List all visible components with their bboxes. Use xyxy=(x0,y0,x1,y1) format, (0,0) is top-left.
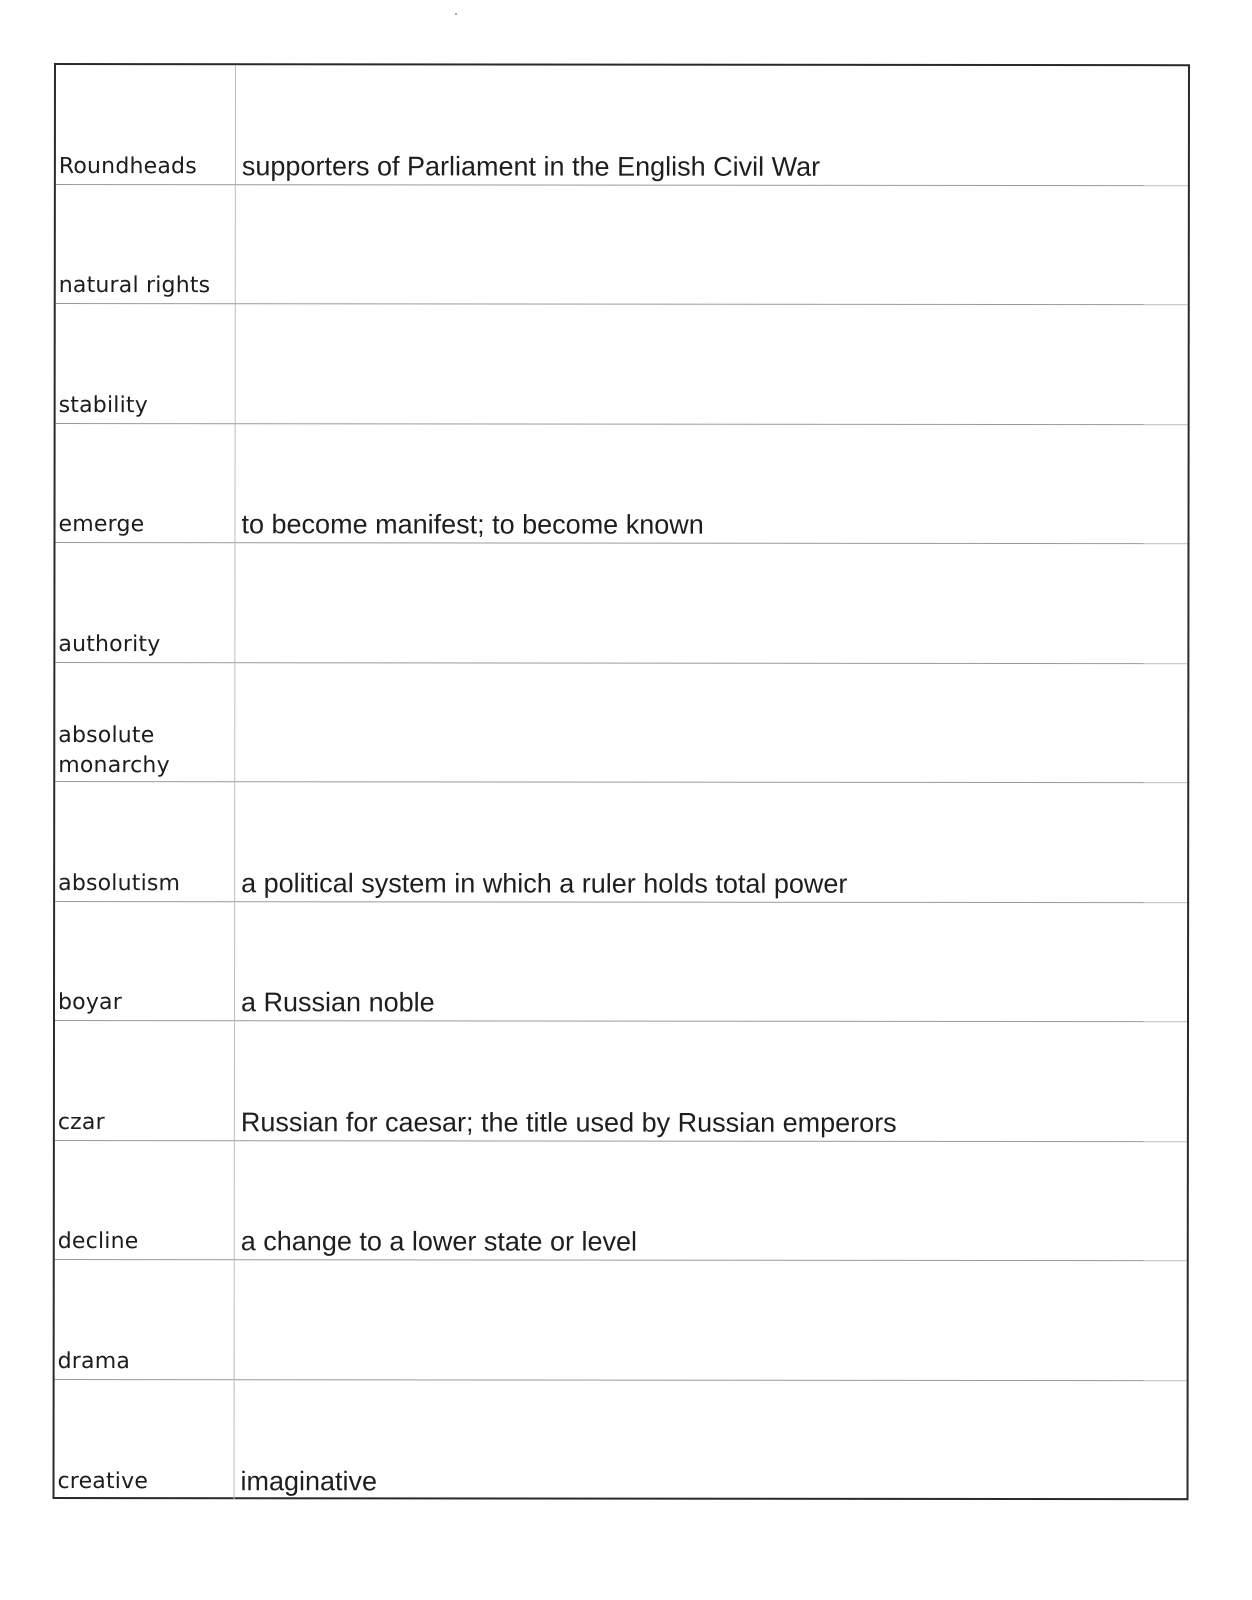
definition-cell xyxy=(235,543,1187,662)
term-cell xyxy=(56,65,236,184)
term-text: absolute monarchy xyxy=(58,723,170,779)
definition-cell xyxy=(234,1380,1186,1500)
term-text: emerge xyxy=(58,512,145,538)
table-row xyxy=(56,185,1188,306)
table-row xyxy=(55,424,1187,545)
definition-cell xyxy=(235,1021,1187,1140)
definition-cell xyxy=(235,902,1187,1021)
definition-text: a Russian noble xyxy=(241,987,435,1018)
definition-text: a change to a lower state or level xyxy=(240,1226,638,1257)
definition-cell xyxy=(236,304,1188,423)
term-text: czar xyxy=(57,1109,105,1135)
term-cell xyxy=(55,902,235,1021)
definition-text: a political system in which a ruler holds total power xyxy=(241,867,848,899)
definition-cell xyxy=(236,65,1188,184)
term-cell xyxy=(55,663,235,782)
scan-speck xyxy=(455,13,457,15)
term-text: stability xyxy=(58,392,148,418)
table-row xyxy=(56,65,1188,186)
term-cell xyxy=(55,424,235,543)
term-text: natural rights xyxy=(58,273,211,299)
definition-text: imaginative xyxy=(240,1466,378,1497)
term-text: drama xyxy=(57,1348,131,1374)
term-text: decline xyxy=(57,1229,139,1255)
definition-text: Russian for caesar; the title used by Russian emperors xyxy=(240,1106,897,1138)
definition-text: to become manifest; to become known xyxy=(241,509,704,540)
term-cell xyxy=(55,1260,235,1379)
table-row xyxy=(55,1021,1187,1142)
term-cell xyxy=(55,1141,235,1260)
definition-cell xyxy=(235,782,1187,901)
term-text: Roundheads xyxy=(58,153,197,179)
term-cell xyxy=(55,782,235,901)
table-row xyxy=(55,543,1187,664)
table-row xyxy=(55,663,1187,784)
definition-cell xyxy=(235,424,1187,543)
term-cell xyxy=(55,543,235,662)
term-cell xyxy=(55,1021,235,1140)
term-text: authority xyxy=(58,631,161,657)
definition-cell xyxy=(236,185,1188,304)
term-text: creative xyxy=(57,1469,149,1495)
table-row xyxy=(55,902,1187,1023)
term-text: boyar xyxy=(58,990,123,1016)
definition-cell xyxy=(235,663,1187,782)
term-cell xyxy=(56,304,236,423)
table-row xyxy=(54,1380,1186,1501)
table-row xyxy=(55,1141,1187,1262)
definition-cell xyxy=(235,1260,1187,1379)
table-row xyxy=(56,304,1188,425)
vocabulary-table xyxy=(52,63,1190,1500)
term-cell xyxy=(56,185,236,304)
table-row xyxy=(55,1260,1187,1381)
definition-text: supporters of Parliament in the English Civil War xyxy=(241,150,821,182)
term-cell xyxy=(54,1380,234,1500)
table-row xyxy=(55,782,1187,903)
definition-cell xyxy=(235,1141,1187,1260)
term-text: absolutism xyxy=(58,870,181,896)
